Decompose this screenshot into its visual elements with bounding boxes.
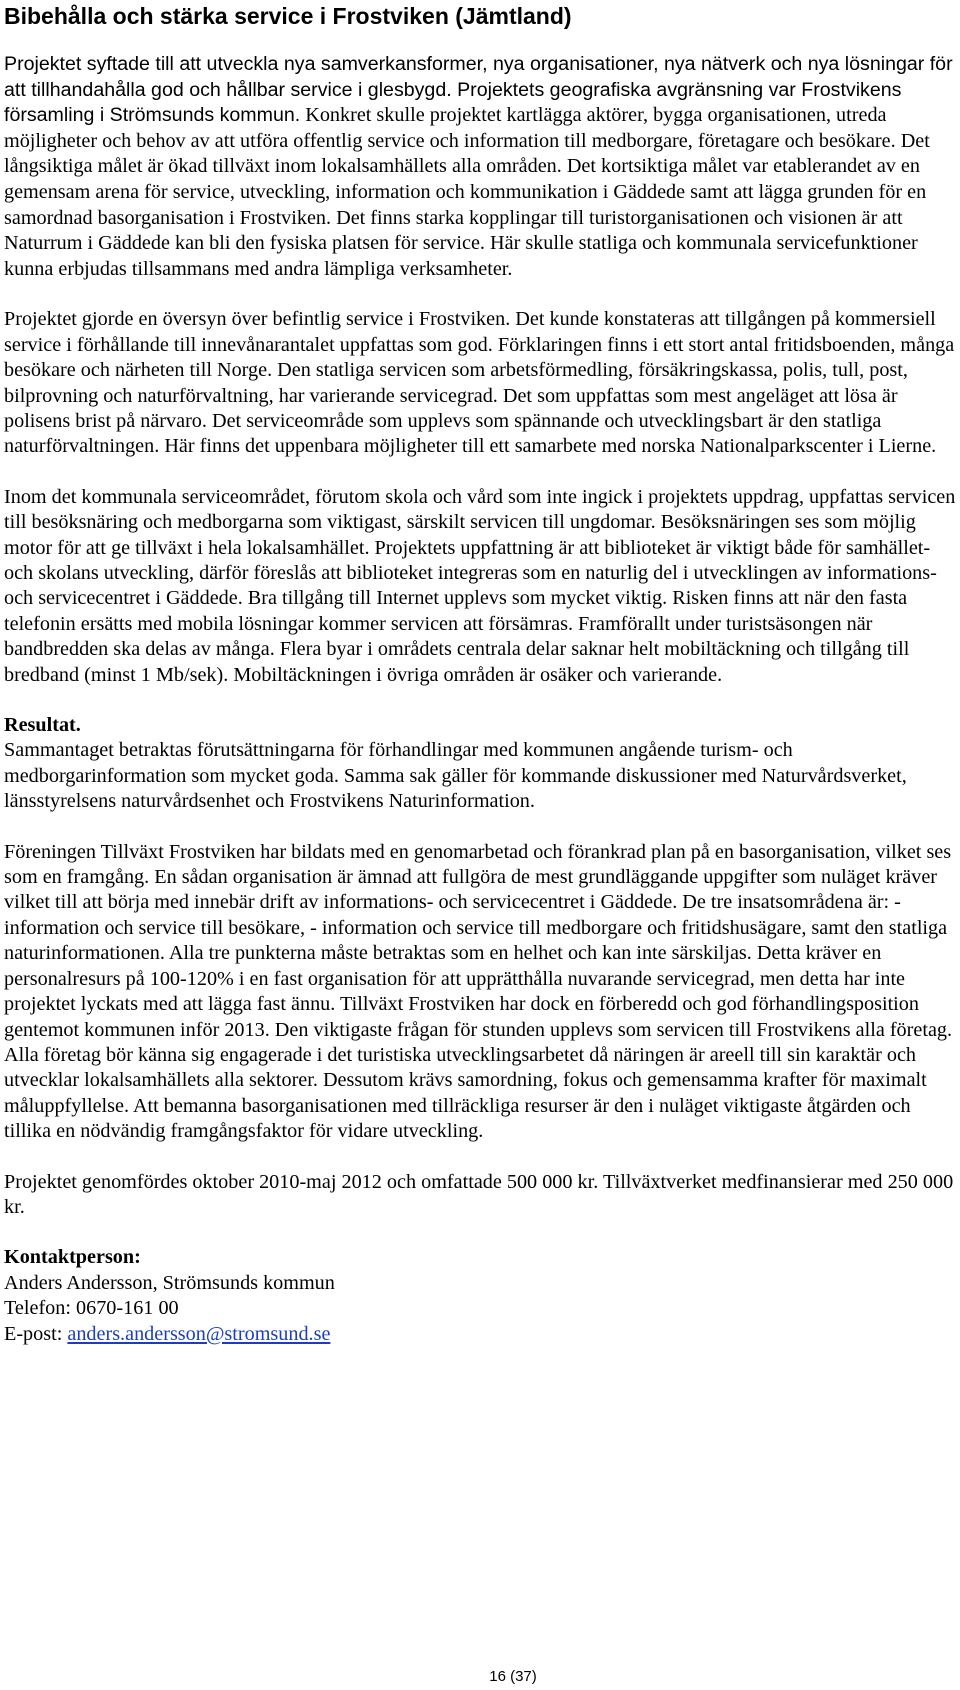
paragraph-service-overview: Projektet gjorde en översyn över befintlig service i Frostviken. Det kunde konstateras att tillgången på kommersiell service i förhållande till innevånarantalet uppfattas som god. Förklaringen finns i ett stort antal fritidsboenden, många besökare och närheten till Norge. Den statliga servicen som arbetsförmedling, försäkringskassa, polis, tull, post, bilprovning och naturförvaltning, har varierande servicegrad. Det som uppfattas som mest angeläget att lösa är polisens brist på närvaro. Det serviceområde som upplevs som spännande och utvecklingsbart är den statliga naturförvaltningen. Här finns det uppenbara möjligheter till ett samarbete med norska Nationalparkscenter i Lierne. bbox=[4, 308, 955, 458]
document-title: Bibehålla och stärka service i Frostviken (Jämtland) bbox=[4, 3, 572, 29]
contact-heading: Kontaktperson: bbox=[4, 1246, 141, 1269]
document-page bbox=[4, 0, 958, 1347]
contact-phone: Telefon: 0670-161 00 bbox=[4, 1297, 179, 1320]
paragraph-funding: Projektet genomfördes oktober 2010-maj 2012 och omfattade 500 000 kr. Tillväxtverket medfinansierar med 250 000 kr. bbox=[4, 1170, 954, 1218]
intro-paragraph bbox=[4, 52, 954, 282]
contact-email-label: E-post: bbox=[4, 1322, 68, 1345]
contact-email-link[interactable]: anders.andersson@stromsund.se bbox=[67, 1322, 331, 1345]
paragraph-association: Föreningen Tillväxt Frostviken har bildats med en genomarbetad och förankrad plan på en basorganisation, vilket ses som en framgång. En sådan organisation är ämnad att fullgöra de mest grundläggande uppgifter som nuläget kräver vilket till att börja med innebär drift av informations- och servicecentret i Gäddede. De tre insatsområdena är: - information och service till besökare, - information och service till medborgare och fritidshusägare, samt den statliga naturinformationen. Alla tre punkterna måste betraktas som en helhet och kan inte särskiljas. Detta kräver en personalresurs på 100-120% i en fast organisation för att upprätthålla nuvarande servicegrad, men detta har inte projektet lyckats med att lägga fast ännu. Tillväxt Frostviken har dock en förberedd och god förhandlingsposition gentemot kommunen inför 2013. Den viktigaste frågan för stunden upplevs som servicen till Frostvikens alla företag. Alla företag bör känna sig engagerade i det turistiska utvecklingsarbetet då näringen är areell till sin karaktär och utvecklar lokalsamhällets alla sektorer. Dessutom krävs samordning, fokus och gemensamma krafter för maximalt måluppfyllelse. Att bemanna basorganisationen med tillräckliga resurser är den i nuläget viktigaste åtgärden och tillika en nödvändig framgångsfaktor för vidare utveckling. bbox=[4, 840, 953, 1143]
contact-name: Anders Andersson, Strömsunds kommun bbox=[4, 1271, 335, 1294]
page-number: 16 (37) bbox=[489, 1668, 537, 1685]
intro-serif-text: Konkret skulle projektet kartlägga aktörer, bygga organisationen, utreda möjligheter och behov av att utföra offentlig service och information till medborgare, företagare och besökare. Det långsiktiga målet är ökad tillväxt inom lokalsamhällets alla områden. Det kortsiktiga målet var etablerandet av en gemensam arena för service, utveckling, information och kommunikation i Gäddede samt att lägga grunden för en samordnad basorganisation i Frostviken. Det finns starka kopplingar till turistorganisationen och visionen är att Naturrum i Gäddede kan bli den fysiska platsen för service. Här skulle statliga och kommunala servicefunktioner kunna erbjudas tillsammans med andra lämpliga verksamheter. bbox=[4, 104, 930, 280]
page-footer bbox=[0, 1668, 960, 1686]
contact-email-line bbox=[4, 1322, 958, 1347]
result-heading: Resultat. bbox=[4, 714, 81, 737]
intro-sans-text: Projektet syftade till att utveckla nya samverkansformer, nya organisationer, nya nätverk och nya lösningar för att tillhandahålla god och hållbar service i glesbygd. Projektets geografiska avgränsning var Frostvikens församling i Strömsunds kommun. bbox=[4, 53, 953, 127]
contact-block bbox=[4, 1245, 958, 1347]
paragraph-municipal-service: Inom det kommunala serviceområdet, förutom skola och vård som inte ingick i projektets uppdrag, uppfattas servicen till besöksnäring och medborgarna som viktigast, särskilt servicen till ungdomar. Besöksnäringen ses som möjlig motor för att ge tillväxt i hela lokalsamhället. Projektets uppfattning är att biblioteket är viktigt både för samhället-och skolans utveckling, därför föreslås att biblioteket integreras som en naturlig del i utvecklingen av informations- och servicecentret i Gäddede. Bra tillgång till Internet upplevs som mycket viktig. Risken finns att när den fasta telefonin ersätts med mobila lösningar kommer servicen att försämras. Framförallt under turistsäsongen när bandbredden ska delas av många. Flera byar i områdets centrala delar saknar helt mobiltäckning och tillgång till bredband (minst 1 Mb/sek). Mobiltäckningen i övriga områden är osäker och varierande. bbox=[4, 485, 956, 686]
paragraph-result: Sammantaget betraktas förutsättningarna för förhandlingar med kommunen angående turism- och medborgarinformation som mycket goda. Samma sak gäller för kommande diskussioner med Naturvårdsverket, länsstyrelsens naturvårdsenhet och Frostvikens Naturinformation. bbox=[4, 739, 907, 813]
